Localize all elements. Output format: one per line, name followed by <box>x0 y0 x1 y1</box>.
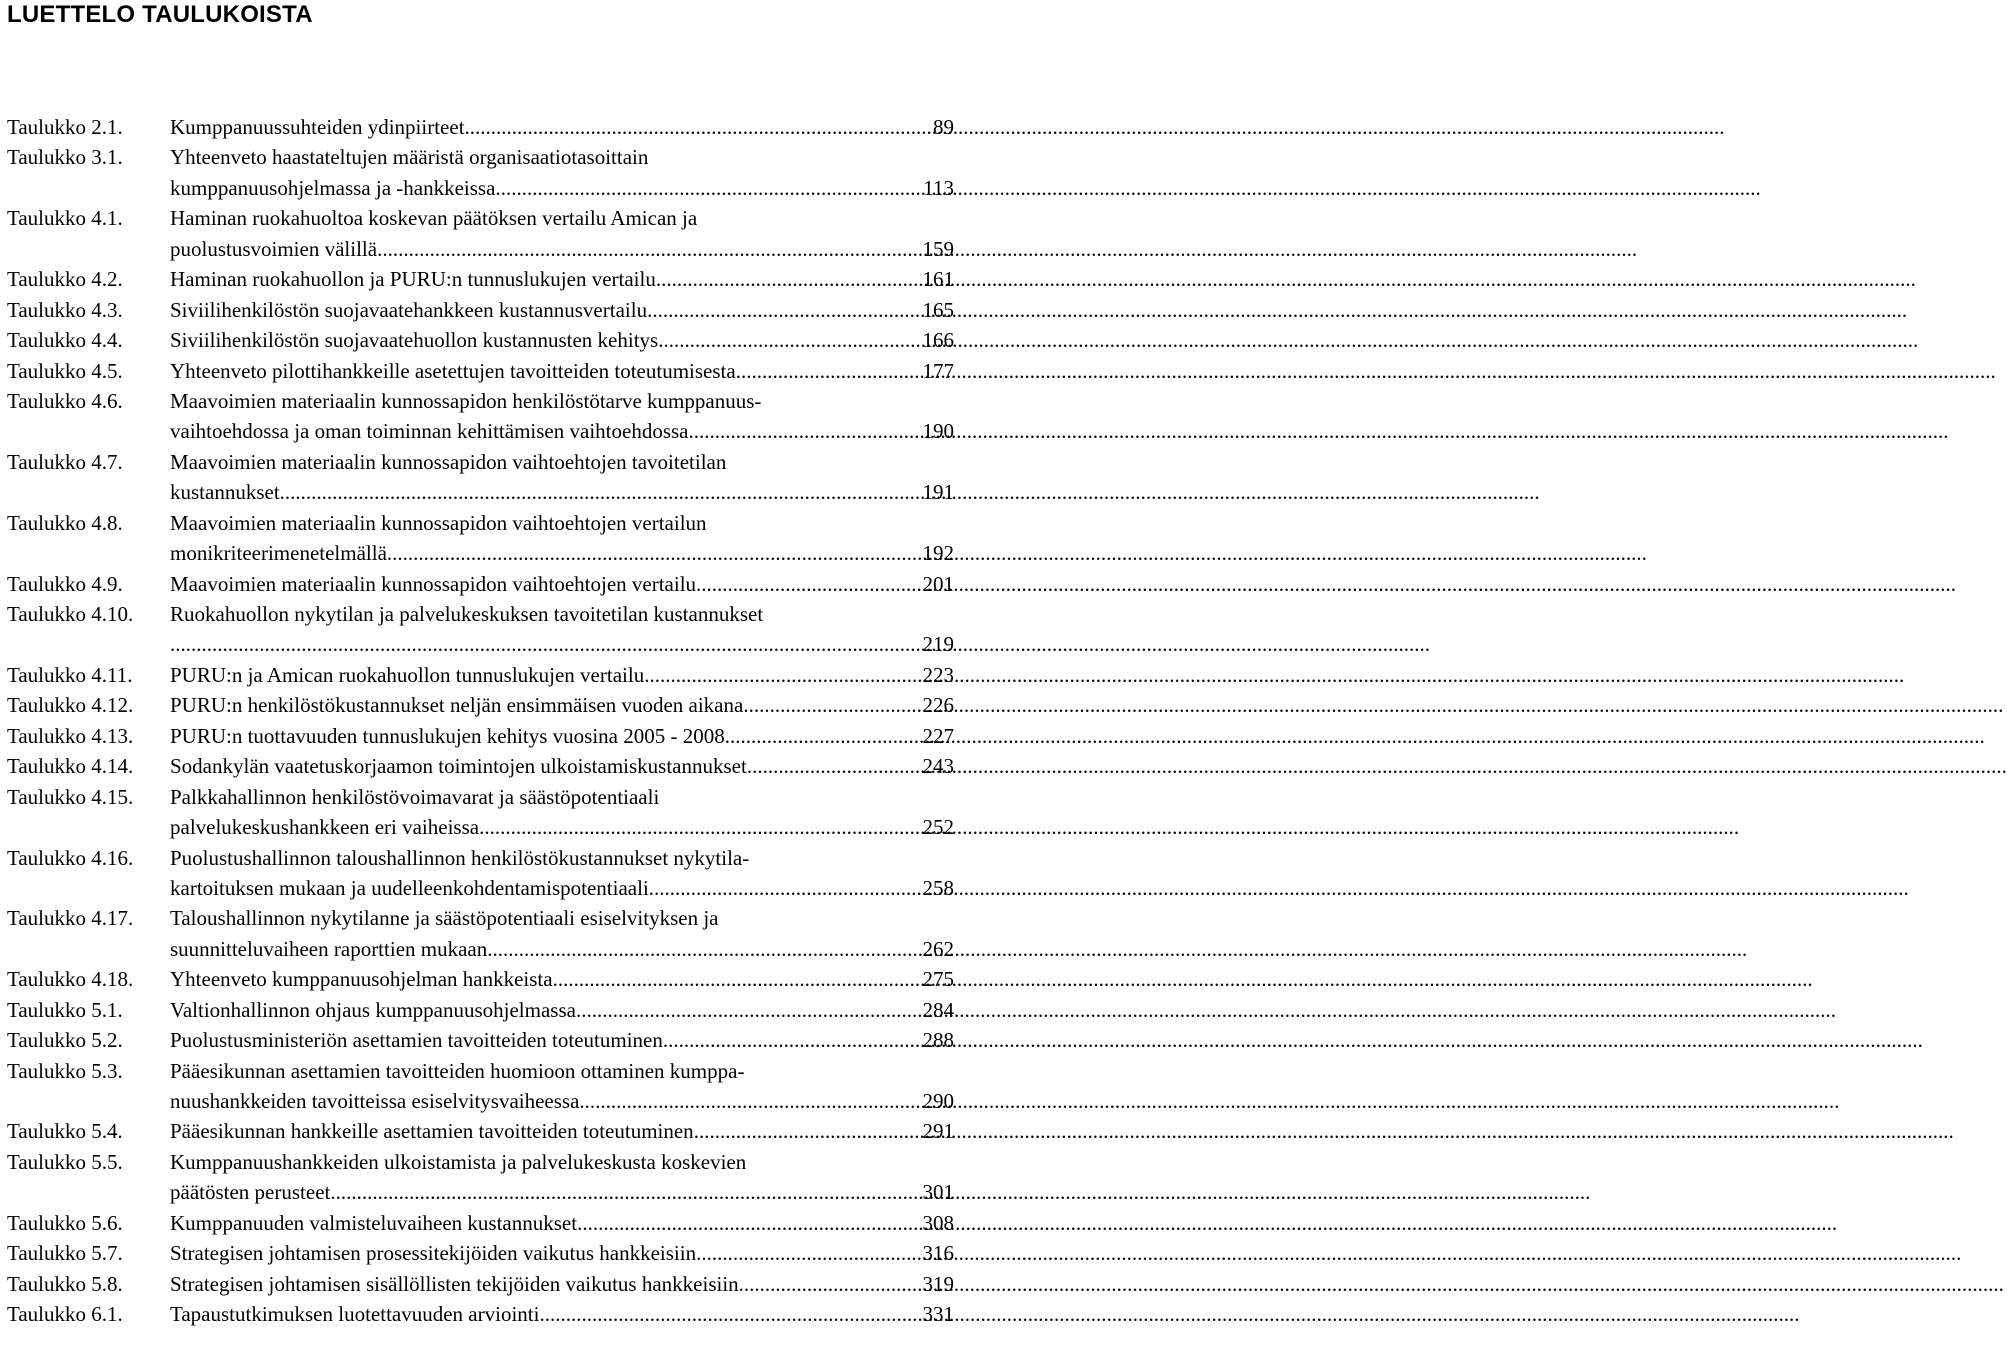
toc-entry-title: PURU:n ja Amican ruokahuollon tunnuslukujen vertailu <box>170 662 645 687</box>
toc-entry-page-number: 331 <box>922 1302 954 1327</box>
toc-entry-title: Haminan ruokahuoltoa koskevan päätöksen vertailu Amican ja <box>170 206 698 231</box>
toc-entry-title: Kumppanuuden valmisteluvaiheen kustannukset <box>170 1210 578 1235</box>
toc-entry-page-number: 161 <box>922 267 954 292</box>
toc-entry[interactable] <box>0 903 960 964</box>
toc-entry[interactable] <box>0 599 960 660</box>
toc-entry-page-number: 258 <box>922 875 954 900</box>
dot-leader <box>501 173 923 203</box>
toc-entry-page-number: 291 <box>922 1119 954 1144</box>
toc-entry[interactable] <box>0 1208 960 1238</box>
toc-entry-title: PURU:n henkilöstökustannukset neljän ensimmäisen vuoden aikana <box>170 693 744 718</box>
toc-entry-title: Puolustushallinnon taloushallinnon henkilöstökustannukset nykytila- <box>170 845 750 870</box>
toc-entry-title: kumppanuusohjelmassa ja -hankkeissa. <box>170 175 501 200</box>
toc-entry-page-number: 190 <box>922 419 954 444</box>
toc-entry-label: Taulukko 4.18. <box>7 967 134 992</box>
toc-entry-title: Maavoimien materiaalin kunnossapidon henkilöstötarve kumppanuus- <box>170 388 762 413</box>
toc-entry[interactable] <box>0 751 960 781</box>
dot-leader <box>487 934 921 964</box>
dot-leader <box>387 538 922 568</box>
toc-entry-title: Puolustusministeriön asettamien tavoitteiden toteutuminen <box>170 1028 663 1053</box>
toc-entry-page-number: 319 <box>922 1271 954 1296</box>
dot-leader <box>647 295 921 325</box>
toc-entry-title: Yhteenveto pilottihankkeille asetettujen tavoitteiden toteutumisesta <box>170 358 736 383</box>
toc-entry-page-number: 243 <box>922 754 954 779</box>
toc-entry-title: Siviilihenkilöstön suojavaatehankkeen kustannusvertailu <box>170 297 648 322</box>
toc-entry[interactable] <box>0 1116 960 1146</box>
toc-entry[interactable] <box>0 1056 960 1117</box>
toc-entry-label: Taulukko 5.5. <box>7 1149 123 1174</box>
toc-entry[interactable] <box>0 1025 960 1055</box>
toc-entry-title: Pääesikunnan hankkeille asettamien tavoitteiden toteutuminen <box>170 1119 694 1144</box>
toc-entry-title: vaihtoehdossa ja oman toiminnan kehittämisen vaihtoehdossa <box>170 419 689 444</box>
toc-entry-title: Maavoimien materiaalin kunnossapidon vaihtoehtojen vertailun <box>170 510 707 535</box>
toc-entry-title: Kumppanuushankkeiden ulkoistamista ja palvelukeskusta koskevien <box>170 1149 747 1174</box>
toc-entry[interactable] <box>0 203 960 264</box>
toc-entry-label: Taulukko 5.2. <box>7 1028 123 1053</box>
dot-leader <box>576 995 922 1025</box>
toc-entry[interactable] <box>0 964 960 994</box>
toc-entry[interactable] <box>0 782 960 843</box>
toc-entry[interactable] <box>0 142 960 203</box>
dot-leader <box>688 416 921 446</box>
dot-leader <box>465 112 932 142</box>
dot-leader <box>649 873 922 903</box>
toc-entry[interactable] <box>0 1147 960 1208</box>
toc-entry-label: Taulukko 4.4. <box>7 328 123 353</box>
toc-entry-label: Taulukko 4.14. <box>7 754 134 779</box>
toc-entry-label: Taulukko 4.15. <box>7 784 134 809</box>
toc-entry-title: kartoituksen mukaan ja uudelleenkohdentamispotentiaali <box>170 875 649 900</box>
toc-entry[interactable] <box>0 995 960 1025</box>
toc-entry-page-number: 166 <box>922 328 954 353</box>
toc-entry-title: Haminan ruokahuollon ja PURU:n tunnuslukujen vertailu <box>170 267 656 292</box>
dot-leader <box>747 751 922 781</box>
toc-entry-title: nuushankkeiden tavoitteissa esiselvitysvaiheessa <box>170 1089 580 1113</box>
toc-entry-page-number: 288 <box>922 1028 954 1053</box>
toc-entry-label: Taulukko 5.4. <box>7 1119 123 1144</box>
toc-entry-label: Taulukko 4.8. <box>7 510 123 535</box>
toc-entry-label: Taulukko 5.7. <box>7 1241 123 1266</box>
toc-entry-label: Taulukko 3.1. <box>7 145 123 170</box>
toc-entry-page-number: 316 <box>922 1241 954 1266</box>
table-of-contents <box>0 112 960 1330</box>
dot-leader <box>579 1086 921 1116</box>
toc-entry-label: Taulukko 4.16. <box>7 845 134 870</box>
toc-entry[interactable] <box>0 447 960 508</box>
toc-entry[interactable] <box>0 660 960 690</box>
dot-leader <box>577 1208 921 1238</box>
toc-entry-title: Pääesikunnan asettamien tavoitteiden huomioon ottaminen kumppa- <box>170 1058 745 1083</box>
toc-entry-label: Taulukko 5.6. <box>7 1210 123 1235</box>
dot-leader <box>663 1025 922 1055</box>
toc-entry[interactable] <box>0 1238 960 1268</box>
toc-entry-title: Kumppanuussuhteiden ydinpiirteet <box>170 115 465 139</box>
toc-entry-title: Strategisen johtamisen sisällöllisten tekijöiden vaikutus hankkeisiin. <box>170 1271 744 1296</box>
toc-entry-page-number: 159 <box>922 236 954 261</box>
toc-entry-label: Taulukko 4.7. <box>7 449 123 474</box>
toc-entry-title: Yhteenveto haastateltujen määristä organisaatiotasoittain <box>170 145 649 170</box>
toc-entry-title: Taloushallinnon nykytilanne ja säästöpotentiaali esiselvityksen ja <box>170 906 719 931</box>
toc-entry-label: Taulukko 4.9. <box>7 571 123 596</box>
dot-leader <box>553 964 922 994</box>
dot-leader <box>644 660 921 690</box>
dot-leader <box>280 477 922 507</box>
toc-entry-page-number: 284 <box>922 997 954 1022</box>
toc-entry-page-number: 165 <box>922 297 954 322</box>
dot-leader <box>330 1177 921 1207</box>
toc-entry-title: Sodankylän vaatetuskorjaamon toimintojen ulkoistamiskustannukset <box>170 754 747 779</box>
toc-entry-label: Taulukko 5.3. <box>7 1058 123 1083</box>
toc-entry-label: Taulukko 6.1. <box>7 1302 123 1327</box>
toc-entry-label: Taulukko 2.1. <box>7 115 123 139</box>
toc-entry-title: puolustusvoimien välillä <box>170 236 378 261</box>
toc-entry-page-number: 177 <box>922 358 954 383</box>
toc-entry[interactable] <box>0 721 960 751</box>
dot-leader <box>736 356 922 386</box>
toc-entry[interactable] <box>0 356 960 386</box>
toc-entry-title: suunnitteluvaiheen raporttien mukaan <box>170 936 488 961</box>
toc-entry[interactable] <box>0 112 960 142</box>
toc-entry[interactable] <box>0 690 960 720</box>
toc-entry-label: Taulukko 4.10. <box>7 602 134 626</box>
toc-entry-label: Taulukko 5.1. <box>7 997 123 1022</box>
toc-entry-title: Palkkahallinnon henkilöstövoimavarat ja säästöpotentiaali <box>170 784 660 809</box>
toc-entry-label: Taulukko 4.13. <box>7 723 134 748</box>
toc-entry-title: Yhteenveto kumppanuusohjelman hankkeista <box>170 967 553 992</box>
toc-entry-label: Taulukko 5.8. <box>7 1271 123 1296</box>
toc-entry[interactable] <box>0 569 960 599</box>
toc-entry-title: Strategisen johtamisen prosessitekijöiden vaikutus hankkeisiin. <box>170 1241 702 1266</box>
toc-entry-label: Taulukko 4.5. <box>7 358 123 383</box>
toc-entry-page-number: 226 <box>922 693 954 718</box>
dot-leader <box>743 690 921 720</box>
toc-entry-label: Taulukko 4.17. <box>7 906 134 931</box>
toc-entry-title: Siviilihenkilöstön suojavaatehuollon kustannusten kehitys <box>170 328 659 353</box>
toc-entry-label: Taulukko 4.3. <box>7 297 123 322</box>
dot-leader <box>694 1116 922 1146</box>
toc-entry-title: kustannukset <box>170 480 280 505</box>
dot-leader <box>725 721 922 751</box>
toc-entry-title: päätösten perusteet <box>170 1180 331 1205</box>
dot-leader <box>170 629 922 659</box>
dot-leader <box>744 1269 922 1299</box>
toc-entry-page-number: 252 <box>922 815 954 840</box>
dot-leader <box>696 569 921 599</box>
toc-entry-page-number: 301 <box>922 1180 954 1205</box>
toc-entry[interactable] <box>0 508 960 569</box>
toc-entry[interactable] <box>0 1269 960 1299</box>
toc-entry-label: Taulukko 4.2. <box>7 267 123 292</box>
toc-entry-label: Taulukko 4.12. <box>7 693 134 718</box>
toc-entry-page-number: 223 <box>922 662 954 687</box>
dot-leader <box>656 264 922 294</box>
page-title: LUETTELO TAULUKOISTA <box>7 1 313 28</box>
dot-leader <box>701 1238 921 1268</box>
toc-entry-page-number: 113 <box>923 175 954 200</box>
toc-entry-page-number: 191 <box>922 480 954 505</box>
dot-leader <box>658 325 921 355</box>
toc-entry-page-number: 290 <box>922 1089 954 1113</box>
toc-entry-page-number: 275 <box>922 967 954 992</box>
toc-entry-page-number: 201 <box>922 571 954 596</box>
toc-entry-label: Taulukko 4.1. <box>7 206 123 231</box>
toc-entry-label: Taulukko 4.11. <box>7 662 133 687</box>
toc-entry-title: Tapaustutkimuksen luotettavuuden arviointi <box>170 1302 540 1327</box>
toc-entry[interactable] <box>0 386 960 447</box>
toc-entry-title: Maavoimien materiaalin kunnossapidon vaihtoehtojen tavoitetilan <box>170 449 727 474</box>
toc-entry-page-number: 308 <box>922 1210 954 1235</box>
toc-entry[interactable] <box>0 295 960 325</box>
dot-leader <box>539 1299 921 1329</box>
toc-entry-title: Valtionhallinnon ohjaus kumppanuusohjelmassa <box>170 997 576 1022</box>
toc-entry-title: Maavoimien materiaalin kunnossapidon vaihtoehtojen vertailu <box>170 571 697 596</box>
toc-entry[interactable] <box>0 264 960 294</box>
toc-entry-title: palvelukeskushankkeen eri vaiheissa <box>170 815 480 840</box>
toc-entry-title: Ruokahuollon nykytilan ja palvelukeskuksen tavoitetilan kustannukset <box>170 602 764 626</box>
toc-entry[interactable] <box>0 1299 960 1329</box>
toc-entry-page-number: 262 <box>922 936 954 961</box>
toc-entry-label: Taulukko 4.6. <box>7 388 123 413</box>
toc-entry-title: PURU:n tuottavuuden tunnuslukujen kehitys vuosina 2005 - 2008 <box>170 723 725 748</box>
toc-entry[interactable] <box>0 843 960 904</box>
toc-entry-page-number: 192 <box>922 541 954 566</box>
dot-leader <box>377 234 921 264</box>
dot-leader <box>479 812 921 842</box>
toc-entry-page-number: 219 <box>922 632 954 657</box>
toc-entry[interactable] <box>0 325 960 355</box>
toc-entry-title: monikriteerimenetelmällä <box>170 541 387 566</box>
toc-entry-page-number: 89 <box>933 115 954 139</box>
toc-entry-page-number: 227 <box>922 723 954 748</box>
